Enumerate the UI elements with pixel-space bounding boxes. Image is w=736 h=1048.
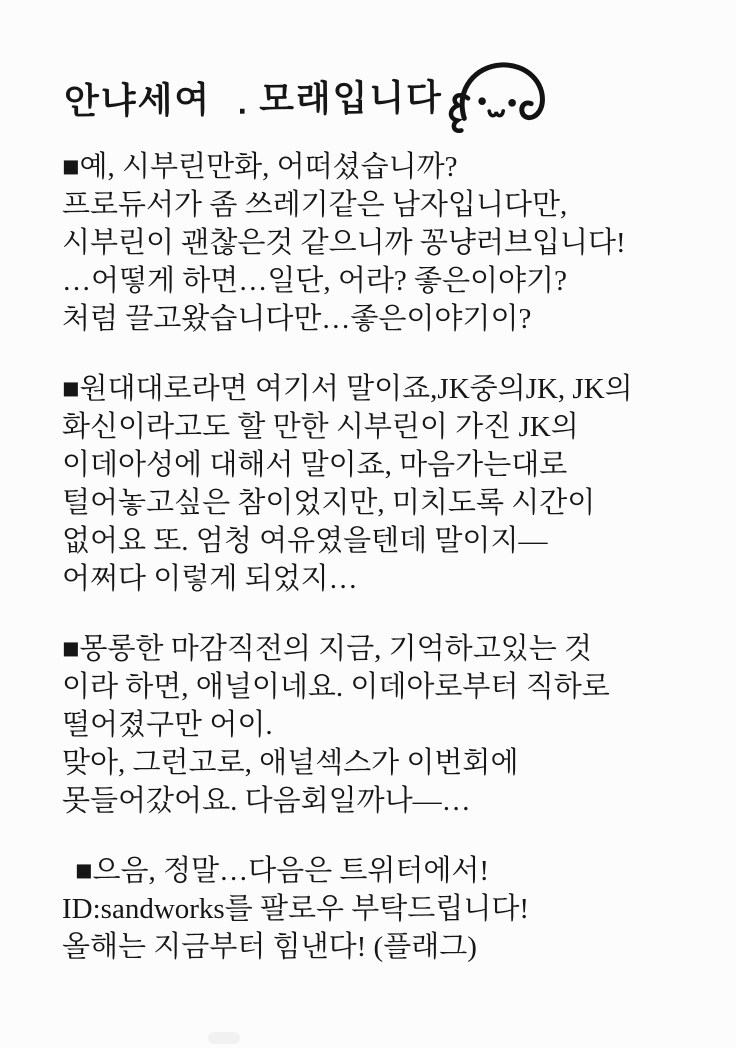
paragraph: [62, 630, 682, 820]
text-line: 떨어졌구만 어이.: [62, 709, 273, 741]
text-line: 털어놓고싶은 참이었지만, 미치도록 시간이: [62, 487, 596, 519]
title-greeting: 안냐세여: [63, 80, 212, 123]
paragraph: [62, 370, 682, 598]
text-line: 없어요 또. 엄청 여유였을텐데 말이지—: [62, 525, 548, 557]
text-line: 화신이라고도 할 만한 시부린이 가진 JK의: [62, 411, 579, 443]
text-line: ■예, 시부린만화, 어떠셨습니까?: [62, 151, 458, 183]
text-line: …어떻게 하면…일단, 어라? 좋은이야기?: [62, 265, 567, 297]
title-author-name: 모래입니다: [258, 77, 444, 121]
paragraph: [62, 852, 682, 966]
body-text: [62, 148, 682, 998]
text-line: ■원대대로라면 여기서 말이죠,JK중의JK, JK의: [62, 373, 633, 405]
text-line: ■몽롱한 마감직전의 지금, 기억하고있는 것: [62, 633, 593, 665]
text-line: 시부린이 괜찮은것 같으니까 꽁냥러브입니다!: [62, 227, 626, 259]
text-line: 올해는 지금부터 힘낸다! (플래그): [62, 931, 477, 963]
page-title: [64, 57, 552, 124]
text-line: 이데아성에 대해서 말이죠, 마음가는대로: [62, 449, 568, 481]
text-line: 못들어갔어요. 다음회일까나—…: [62, 785, 471, 817]
scan-smudge: [208, 1032, 240, 1044]
text-line: 어쩌다 이렇게 되었지…: [62, 563, 358, 595]
text-line: 처럼 끌고왔습니다만…좋은이야기이?: [62, 303, 532, 335]
text-line: 프로듀서가 좀 쓰레기같은 남자입니다만,: [62, 189, 568, 221]
paragraph: [62, 148, 682, 338]
title-separator-dot: .: [237, 90, 250, 121]
text-line: ID:sandworks를 팔로우 부탁드립니다!: [62, 893, 529, 925]
text-line: 이라 하면, 애널이네요. 이데아로부터 직하로: [62, 671, 610, 703]
text-line: ■으음, 정말…다음은 트위터에서!: [75, 855, 490, 887]
blob-face-doodle-icon: [447, 57, 552, 134]
text-line: 맞아, 그런고로, 애널섹스가 이번회에: [62, 747, 519, 779]
